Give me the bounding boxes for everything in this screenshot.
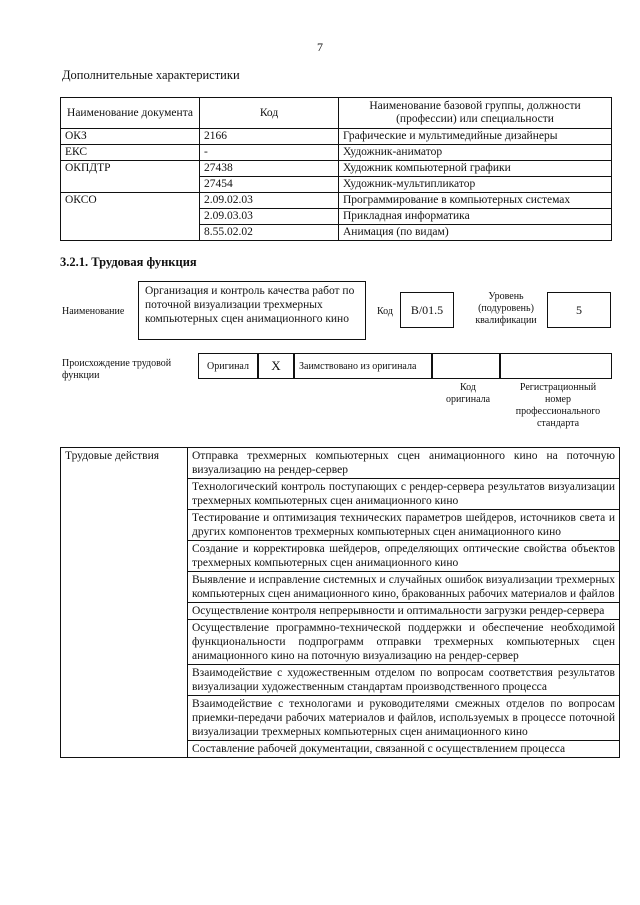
code-original-caption: Код оригинала	[445, 382, 491, 405]
actions-label: Трудовые действия	[61, 448, 188, 758]
header-document: Наименование документа	[61, 98, 200, 129]
name-cell: Художник-мультипликатор	[339, 177, 612, 193]
action-item: Тестирование и оптимизация технических параметров шейдеров, источников света и других компонентов трехмерных компьютерных сцен анимационного кино	[188, 510, 620, 541]
code-label: Код	[377, 306, 393, 317]
reg-number-caption: Регистрационный номер профессионального стандарта	[515, 382, 601, 429]
function-code-box: B/01.5	[400, 292, 454, 328]
origin-label: Происхождение трудовой функции	[62, 358, 172, 381]
action-item: Создание и корректировка шейдеров, определяющих оптические свойства объектов трехмерных компьютерных сцен анимационного кино	[188, 541, 620, 572]
action-item: Отправка трехмерных компьютерных сцен анимационного кино на поточную визуализацию на рендер-сервер	[188, 448, 620, 479]
table-row	[61, 193, 612, 209]
action-item: Взаимодействие с технологами и руководителями смежных отделов по вопросам приемки-передачи рабочих материалов и файлов, используемых в процессе поточной визуализации трехмерных компьютерных сцен анимационного кино	[188, 696, 620, 741]
code-cell: 2.09.03.03	[200, 209, 339, 225]
code-cell: 2166	[200, 129, 339, 145]
page-number: 7	[317, 40, 323, 54]
characteristics-table	[60, 97, 612, 241]
code-original-cell	[432, 353, 500, 379]
original-mark-cell: X	[258, 353, 294, 379]
table-row	[61, 145, 612, 161]
code-cell: 2.09.02.03	[200, 193, 339, 209]
original-cell: Оригинал	[198, 353, 258, 379]
doc-cell: ОКЗ	[61, 129, 200, 145]
level-value-box: 5	[547, 292, 611, 328]
action-item: Технологический контроль поступающих с рендер-сервера результатов визуализации трехмерных компьютерных сцен анимационного кино	[188, 479, 620, 510]
code-cell: 27454	[200, 177, 339, 193]
table-row	[61, 129, 612, 145]
name-cell: Художник-аниматор	[339, 145, 612, 161]
code-cell: 27438	[200, 161, 339, 177]
doc-cell: ОКПДТР	[61, 161, 200, 193]
name-cell: Программирование в компьютерных системах	[339, 193, 612, 209]
action-item: Составление рабочей документации, связанной с осуществлением процесса	[188, 741, 620, 758]
doc-cell: ЕКС	[61, 145, 200, 161]
action-item: Осуществление программно-технической поддержки и обеспечение необходимой функциональности подпрограмм отправки трехмерных компьютерных сцен анимационного кино на поточную визуализацию на рендер-сервер	[188, 620, 620, 665]
table-row	[61, 448, 620, 479]
action-item: Взаимодействие с художественным отделом по вопросам соответствия результатов визуализации художественным стандартам производственного процесса	[188, 665, 620, 696]
section-title: 3.2.1. Трудовая функция	[60, 255, 197, 269]
name-cell: Художник компьютерной графики	[339, 161, 612, 177]
level-label: Уровень (подуровень) квалификации	[475, 291, 537, 326]
header-code: Код	[200, 98, 339, 129]
name-cell: Прикладная информатика	[339, 209, 612, 225]
action-item: Осуществление контроля непрерывности и оптимальности загрузки рендер-сервера	[188, 603, 620, 620]
code-cell: 8.55.02.02	[200, 225, 339, 241]
labor-actions-table	[60, 447, 620, 758]
code-cell: -	[200, 145, 339, 161]
header-group-name: Наименование базовой группы, должности (профессии) или специальности	[339, 98, 612, 129]
table-row	[61, 161, 612, 177]
function-name-box: Организация и контроль качества работ по поточной визуализации трехмерных компьютерных сцен анимационного кино	[138, 281, 366, 340]
table-header-row	[61, 98, 612, 129]
name-cell: Графические и мультимедийные дизайнеры	[339, 129, 612, 145]
name-cell: Анимация (по видам)	[339, 225, 612, 241]
borrowed-cell: Заимствовано из оригинала	[294, 353, 432, 379]
additional-characteristics-title: Дополнительные характеристики	[62, 68, 240, 82]
doc-cell: ОКСО	[61, 193, 200, 241]
reg-number-cell	[500, 353, 612, 379]
action-item: Выявление и исправление системных и случайных ошибок визуализации трехмерных компьютерных сцен анимационного кино, бракованных рабочих материалов и файлов	[188, 572, 620, 603]
name-label: Наименование	[62, 306, 125, 317]
